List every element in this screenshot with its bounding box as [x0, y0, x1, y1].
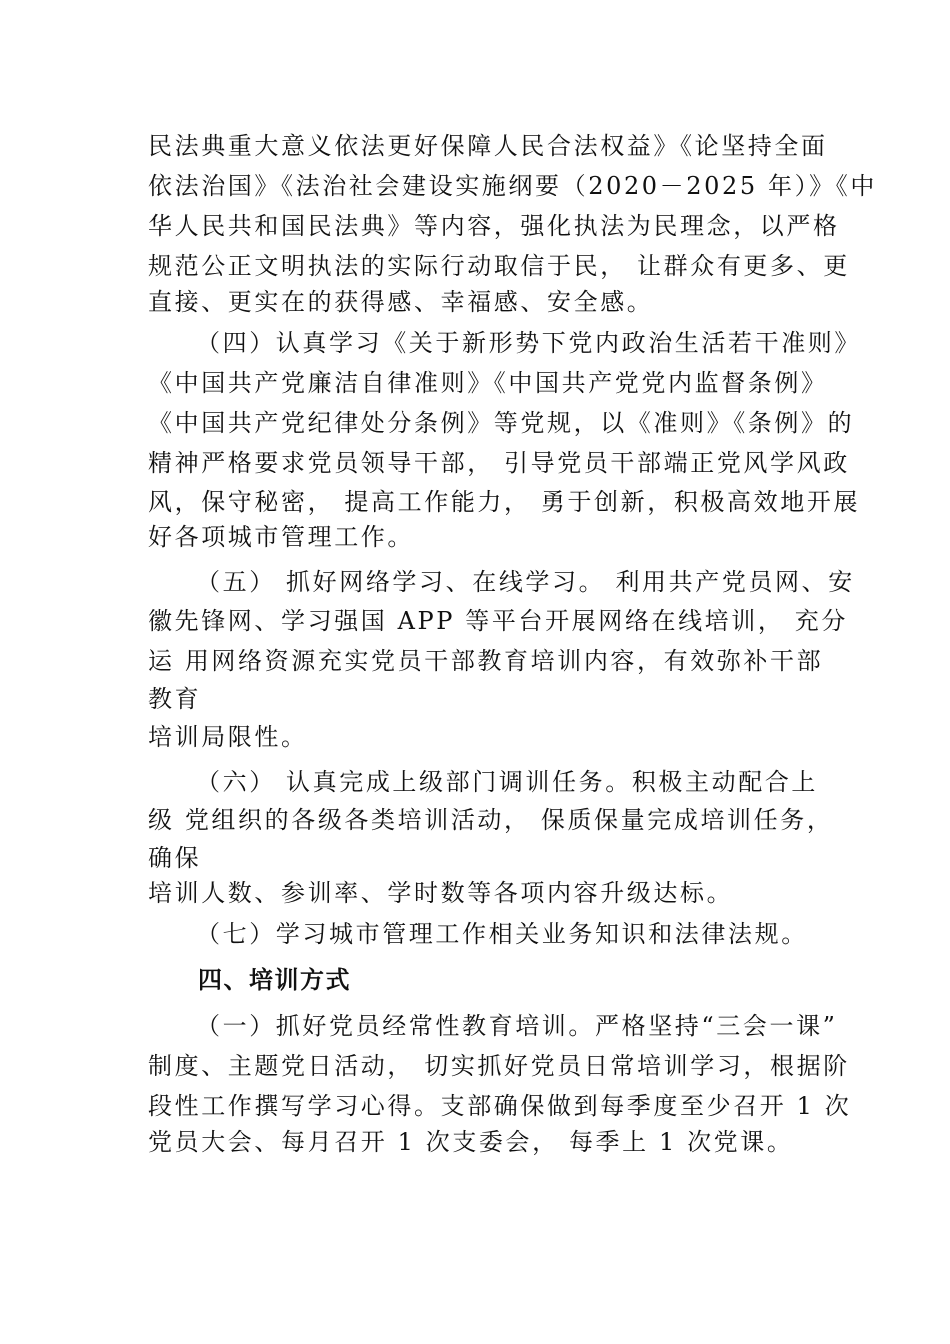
- text-line: 民法典重大意义依法更好保障人民合法权益》《论坚持全面: [148, 132, 828, 160]
- text-line: 华人民共和国民法典》等内容，强化执法为民理念，以严格: [148, 212, 840, 240]
- text-line: 直接、更实在的获得感、幸福感、安全感。: [148, 288, 654, 316]
- text-line: 依法治国》《法治社会建设实施纲要（2020－2025 年）》《中: [148, 172, 877, 200]
- paragraph-start-line: （五） 抓好网络学习、在线学习。 利用共产党员网、安: [196, 568, 855, 596]
- text-line: 确保: [148, 844, 202, 872]
- paragraph-start-line: （六） 认真完成上级部门调训任务。积极主动配合上: [196, 768, 819, 796]
- text-line: 培训局限性。: [148, 723, 308, 751]
- text-line: 段性工作撰写学习心得。支部确保做到每季度至少召开 1 次: [148, 1092, 852, 1120]
- text-line: 制度、主题党日活动， 切实抓好党员日常培训学习，根据阶: [148, 1052, 850, 1080]
- text-line: 培训人数、参训率、学时数等各项内容升级达标。: [148, 879, 734, 907]
- text-line: 《中国共产党廉洁自律准则》《中国共产党党内监督条例》: [148, 369, 828, 397]
- text-line: 运 用网络资源充实党员干部教育培训内容，有效弥补干部: [148, 647, 824, 675]
- text-line: 徽先锋网、学习强国 APP 等平台开展网络在线培训， 充分: [148, 607, 848, 635]
- text-line: 规范公正文明执法的实际行动取信于民， 让群众有更多、更: [148, 252, 850, 280]
- text-line: 教育: [148, 685, 202, 713]
- section-heading: 四、培训方式: [198, 965, 351, 994]
- text-line: 风，保守秘密， 提高工作能力， 勇于创新，积极高效地开展: [148, 488, 861, 516]
- paragraph-start-line: （一）抓好党员经常性教育培训。严格坚持“三会一课”: [196, 1012, 838, 1040]
- paragraph-start-line: （七）学习城市管理工作相关业务知识和法律法规。: [196, 920, 808, 948]
- text-line: 好各项城市管理工作。: [148, 523, 414, 551]
- text-line: 党员大会、每月召开 1 次支委会， 每季上 1 次党课。: [148, 1128, 794, 1156]
- paragraph-start-line: （四）认真学习《关于新形势下党内政治生活若干准则》: [196, 329, 861, 357]
- text-line: 精神严格要求党员领导干部， 引导党员干部端正党风学风政: [148, 449, 850, 477]
- text-line: 级 党组织的各级各类培训活动， 保质保量完成培训任务，: [148, 806, 834, 834]
- text-line: 《中国共产党纪律处分条例》等党规，以《准则》《条例》的: [148, 409, 855, 437]
